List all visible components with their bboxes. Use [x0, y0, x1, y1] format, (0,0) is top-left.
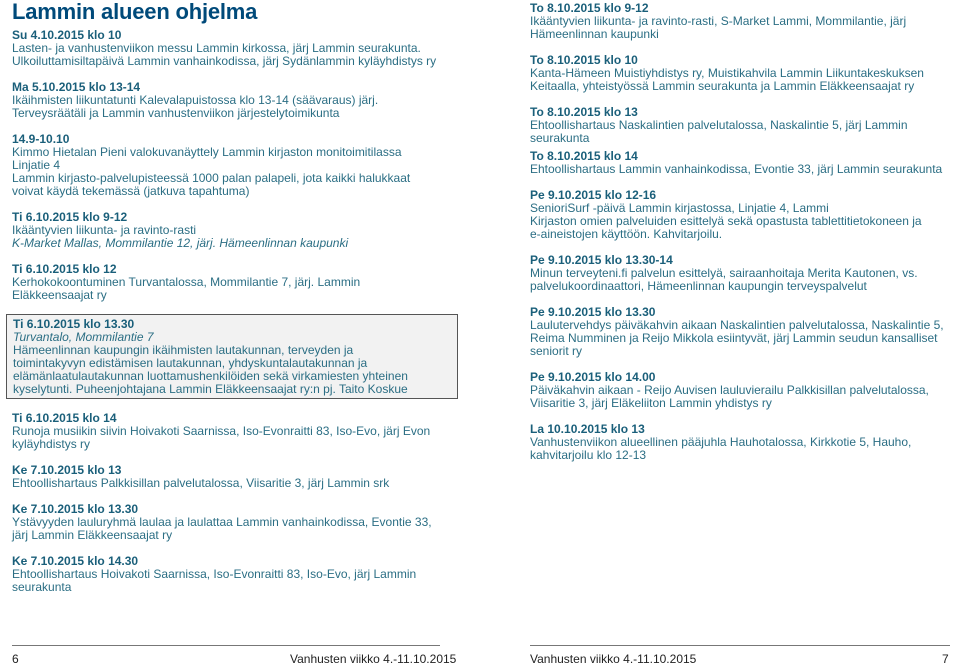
event-line: seniorit ry [530, 344, 583, 358]
event-description [530, 202, 950, 241]
footer-right-page-number: 7 [942, 652, 949, 666]
event-line: palvelukoordinaattori, Hämeenlinnan kaupungin terveyspalvelut [530, 279, 867, 293]
event-line: Hämeenlinnan kaupunki [530, 27, 659, 41]
right-column [530, 2, 950, 462]
footer-rule-right [530, 645, 950, 646]
highlight-line: kyselytunti. Puheenjohtajana Lammin Eläkkeensaajat ry:n pj. Taito Koskue [13, 382, 408, 396]
event-line: seurakunta [12, 580, 72, 594]
event-entry [12, 412, 452, 451]
event-description [12, 516, 452, 542]
event-line: seurakunta [530, 131, 590, 145]
event-line: Runoja musiikin siivin Hoivakoti Saarnissa, Iso-Evonraitti 83, Iso-Evo, järj Evon [12, 424, 431, 438]
event-entry [12, 29, 452, 68]
event-line: Eläkkeensaajat ry [12, 288, 107, 302]
event-heading: Pe 9.10.2015 klo 13.30 [530, 305, 656, 319]
event-heading: Ma 5.10.2015 klo 13-14 [12, 80, 141, 94]
event-description [530, 15, 950, 41]
event-heading: Su 4.10.2015 klo 10 [12, 28, 122, 42]
event-line: SenioriSurf -päivä Lammin kirjastossa, Linjatie 4, Lammi [530, 201, 829, 215]
event-line: Reima Numminen ja Reijo Mikkola esiintyvät, järj Lammin seudun kansalliset [530, 331, 938, 345]
event-line: Ystävyyden lauluryhmä laulaa ja laulattaa Lammin vanhainkodissa, Evontie 33, [12, 515, 432, 529]
event-heading: Ti 6.10.2015 klo 12 [12, 262, 117, 276]
event-heading: To 8.10.2015 klo 10 [530, 53, 638, 67]
footer-left-page-number: 6 [12, 652, 19, 666]
event-line: Lasten- ja vanhustenviikon messu Lammin kirkossa, järj Lammin seurakunta. [12, 41, 421, 55]
event-line: Viisaritie 3, järj Eläkeliiton Lammin yhdistys ry [530, 396, 772, 410]
event-description [530, 436, 950, 462]
event-description [12, 146, 452, 198]
event-entry [12, 263, 452, 302]
event-description [12, 276, 452, 302]
event-entry [12, 503, 452, 542]
event-line: Kanta-Hämeen Muistiyhdistys ry, Muistikahvila Lammin Liikuntakeskuksen [530, 66, 924, 80]
event-entry [12, 555, 452, 594]
event-line: Terveysräätäli ja Lammin vanhustenviikon järjestelytoimikunta [12, 106, 340, 120]
highlight-body [13, 344, 451, 396]
event-description [12, 425, 452, 451]
event-line: Linjatie 4 [12, 158, 61, 172]
event-line: kahvitarjoilu klo 12-13 [530, 448, 647, 462]
event-description [530, 267, 950, 293]
event-line: Päiväkahvin aikaan - Reijo Auvisen lauluvierailu Palkkisillan palvelutalossa, [530, 383, 929, 397]
right-entries [530, 2, 950, 462]
event-entry [530, 150, 950, 176]
event-line: Ehtoollishartaus Naskalintien palvelutalossa, Naskalintie 5, järj Lammin [530, 118, 908, 132]
event-line: Ehtoollishartaus Palkkisillan palvelutalossa, Viisaritie 3, järj Lammin srk [12, 476, 390, 490]
event-line: Vanhustenviikon alueellinen pääjuhla Hauhotalossa, Kirkkotie 5, Hauho, [530, 435, 912, 449]
event-heading: To 8.10.2015 klo 9-12 [530, 1, 649, 15]
event-line: Ikäihmisten liikuntatunti Kalevalapuistossa klo 13-14 (säävaraus) järj. [12, 93, 379, 107]
footer-left-text: Vanhusten viikko 4.-11.10.2015 [290, 652, 457, 666]
event-line: Minun terveyteni.fi palvelun esittelyä, sairaanhoitaja Merita Kautonen, vs. [530, 266, 918, 280]
highlight-line: Hämeenlinnan kaupungin ikäihmisten lautakunnan, terveyden ja [13, 343, 354, 357]
event-line: Kerhokokoontuminen Turvantalossa, Mommilantie 7, järj. Lammin [12, 275, 361, 289]
event-line: Ikääntyvien liikunta- ja ravinto-rasti, S-Market Lammi, Mommilantie, järj [530, 14, 907, 28]
event-description [12, 42, 452, 68]
event-entry [530, 306, 950, 358]
footer-right-text: Vanhusten viikko 4.-11.10.2015 [530, 652, 697, 666]
event-description [12, 224, 452, 250]
event-entry [12, 211, 452, 250]
event-line: Laulutervehdys päiväkahvin aikaan Naskalintien palvelutalossa, Naskalintie 5, [530, 318, 944, 332]
event-heading: Pe 9.10.2015 klo 12-16 [530, 188, 657, 202]
footer-rule-left [12, 645, 440, 646]
event-entry [530, 54, 950, 93]
event-entry [530, 371, 950, 410]
event-heading: La 10.10.2015 klo 13 [530, 422, 645, 436]
highlight-heading: Ti 6.10.2015 klo 13.30 [13, 317, 135, 331]
left-column [12, 0, 452, 594]
event-line-italic: K-Market Mallas, Mommilantie 12, järj. Hämeenlinnan kaupunki [12, 236, 349, 250]
event-line: Ulkoiluttamisiltapäivä Lammin vanhainkodissa, järj Sydänlammin kyläyhdistys ry [12, 54, 437, 68]
event-line: Keitaalla, yhteistyössä Lammin seurakunta ja Lammin Eläkkeensaajat ry [530, 79, 915, 93]
event-heading: Ti 6.10.2015 klo 14 [12, 411, 117, 425]
page-title: Lammin alueen ohjelma [12, 0, 258, 24]
event-description [12, 94, 452, 120]
event-line: Kirjaston omien palveluiden esittelyä sekä opastusta tablettitietokoneen ja [530, 214, 922, 228]
event-description [12, 568, 452, 594]
event-heading: Pe 9.10.2015 klo 13.30-14 [530, 253, 673, 267]
event-entry [530, 2, 950, 41]
highlight-line: toimintakyvyn edistämisen lautakunnan, yhdyskuntalautakunnan ja [13, 356, 368, 370]
event-heading: 14.9-10.10 [12, 132, 70, 146]
highlight-location: Turvantalo, Mommilantie 7 [13, 330, 154, 344]
event-description [530, 67, 950, 93]
event-entry [530, 423, 950, 462]
event-entry [530, 254, 950, 293]
event-line: voivat käydä tekemässä (jatkuva tapahtuma) [12, 184, 250, 198]
event-line: järj Lammin Eläkkeensaajat ry [12, 528, 173, 542]
event-description [12, 477, 452, 490]
event-entry [530, 189, 950, 241]
event-line: kyläyhdistys ry [12, 437, 91, 451]
event-entry [530, 106, 950, 145]
event-heading: Ti 6.10.2015 klo 9-12 [12, 210, 128, 224]
left-entries-2 [12, 412, 452, 594]
event-line: Lammin kirjasto-palvelupisteessä 1000 palan palapeli, jota kaikki halukkaat [12, 171, 411, 185]
event-line: Ehtoollishartaus Hoivakoti Saarnissa, Iso-Evonraitti 83, Iso-Evo, järj Lammin [12, 567, 417, 581]
event-heading: To 8.10.2015 klo 13 [530, 105, 638, 119]
event-line: Ehtoollishartaus Lammin vanhainkodissa, Evontie 33, järj Lammin seurakunta [530, 162, 943, 176]
event-line: Kimmo Hietalan Pieni valokuvanäyttely Lammin kirjaston monitoimitilassa [12, 145, 402, 159]
event-description [530, 319, 950, 358]
event-heading: Ke 7.10.2015 klo 13.30 [12, 502, 139, 516]
event-line: Ikääntyvien liikunta- ja ravinto-rasti [12, 223, 197, 237]
event-entry [12, 464, 452, 490]
event-heading: Ke 7.10.2015 klo 13 [12, 463, 122, 477]
event-description [530, 163, 950, 176]
event-entry [12, 133, 452, 198]
event-description [530, 384, 950, 410]
event-description [530, 119, 950, 145]
event-heading: Pe 9.10.2015 klo 14.00 [530, 370, 656, 384]
event-line: e-aineistojen käyttöön. Kahvitarjoilu. [530, 227, 723, 241]
highlight-box [6, 314, 458, 399]
event-heading: To 8.10.2015 klo 14 [530, 149, 638, 163]
event-heading: Ke 7.10.2015 klo 14.30 [12, 554, 139, 568]
left-entries [12, 29, 452, 302]
highlight-line: elämänlaatulautakunnan luottamushenkilöiden sekä virkamiesten yhteinen [13, 369, 408, 383]
event-entry [12, 81, 452, 120]
